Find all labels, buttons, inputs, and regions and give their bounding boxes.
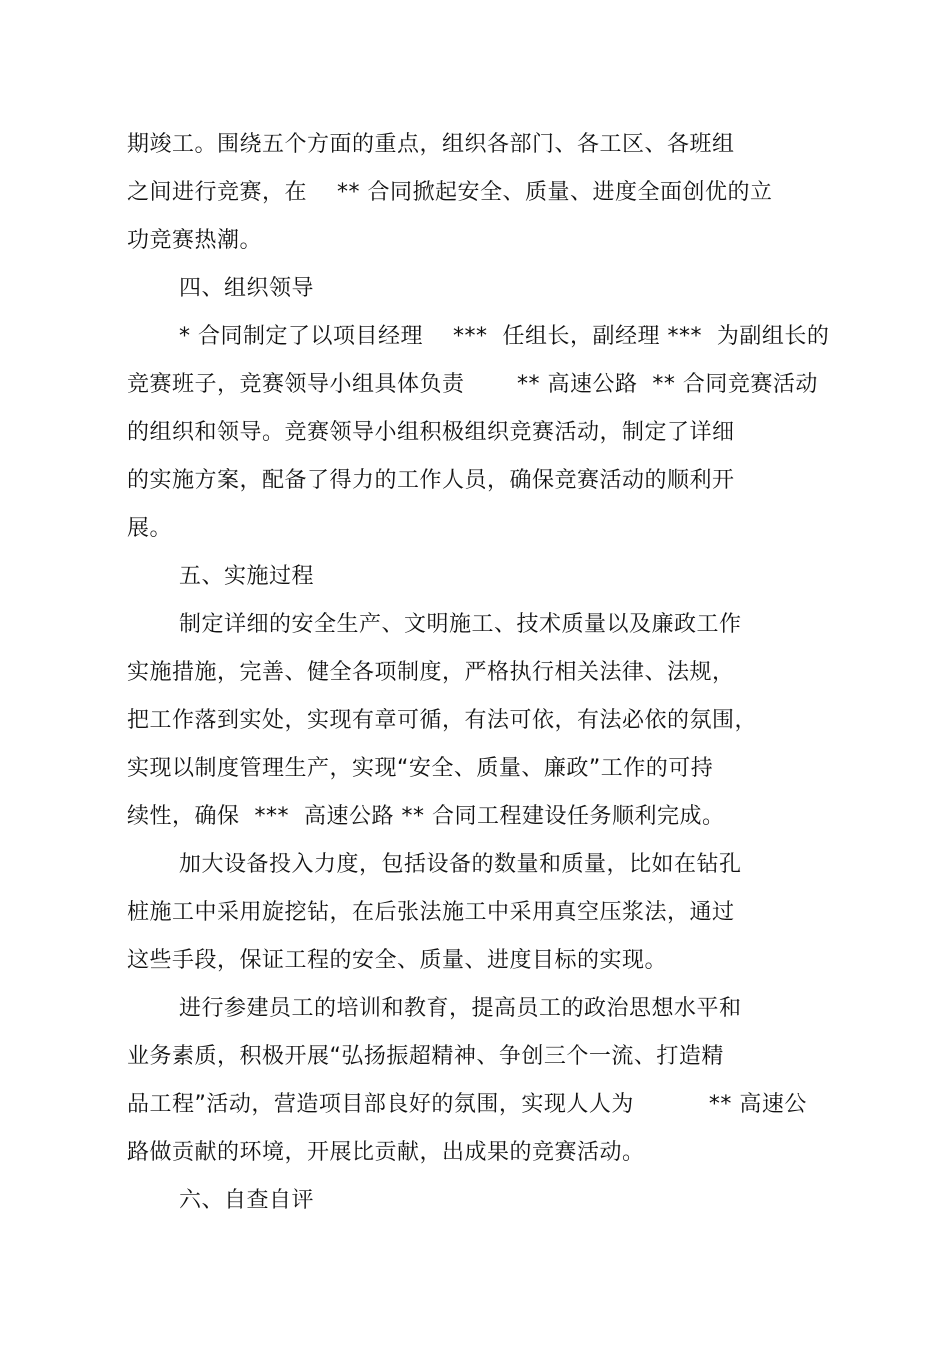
- paragraph-line: 之间进行竞赛，在 ** 合同掀起安全、质量、进度全面创优的立: [127, 180, 773, 205]
- section-heading-4: 四、组织领导: [179, 276, 315, 301]
- paragraph-line: 路做贡献的环境，开展比贡献，出成果的竞赛活动。: [127, 1140, 645, 1165]
- paragraph-line: * 合同制定了以项目经理 *** 任组长，副经理 *** 为副组长的: [179, 324, 830, 349]
- paragraph-line: 业务素质，积极开展“弘扬振超精神、争创三个一流、打造精: [127, 1044, 724, 1069]
- paragraph-line: 期竣工。围绕五个方面的重点，组织各部门、各工区、各班组: [127, 132, 735, 157]
- paragraph-line: 竞赛班子，竞赛领导小组具体负责 ** 高速公路 ** 合同竞赛活动: [127, 372, 818, 397]
- section-heading-5: 五、实施过程: [179, 564, 315, 589]
- paragraph-line: 功竞赛热潮。: [127, 228, 263, 253]
- paragraph-line: 这些手段，保证工程的安全、质量、进度目标的实现。: [127, 948, 668, 973]
- paragraph-line: 实现以制度管理生产，实现“安全、质量、廉政”工作的可持: [127, 756, 714, 781]
- paragraph-line: 实施措施，完善、健全各项制度，严格执行相关法律、法规，: [127, 660, 735, 685]
- paragraph-line: 的实施方案，配备了得力的工作人员，确保竞赛活动的顺利开: [127, 468, 735, 493]
- paragraph-line: 展。: [127, 516, 173, 541]
- paragraph-line: 把工作落到实处，实现有章可循，有法可依，有法必依的氛围，: [127, 708, 758, 733]
- paragraph-line: 进行参建员工的培训和教育，提高员工的政治思想水平和: [179, 996, 742, 1021]
- paragraph-line: 加大设备投入力度，包括设备的数量和质量，比如在钻孔: [179, 852, 742, 877]
- paragraph-line: 续性，确保 *** 高速公路 ** 合同工程建设任务顺利完成。: [127, 804, 725, 829]
- section-heading-6: 六、自查自评: [179, 1188, 315, 1213]
- paragraph-line: 制定详细的安全生产、文明施工、技术质量以及廉政工作: [179, 612, 742, 637]
- paragraph-line: 桩施工中采用旋挖钻，在后张法施工中采用真空压浆法，通过: [127, 900, 735, 925]
- paragraph-line: 品工程”活动，营造项目部良好的氛围，实现人人为 ** 高速公: [127, 1092, 807, 1117]
- paragraph-line: 的组织和领导。竞赛领导小组积极组织竞赛活动，制定了详细: [127, 420, 735, 445]
